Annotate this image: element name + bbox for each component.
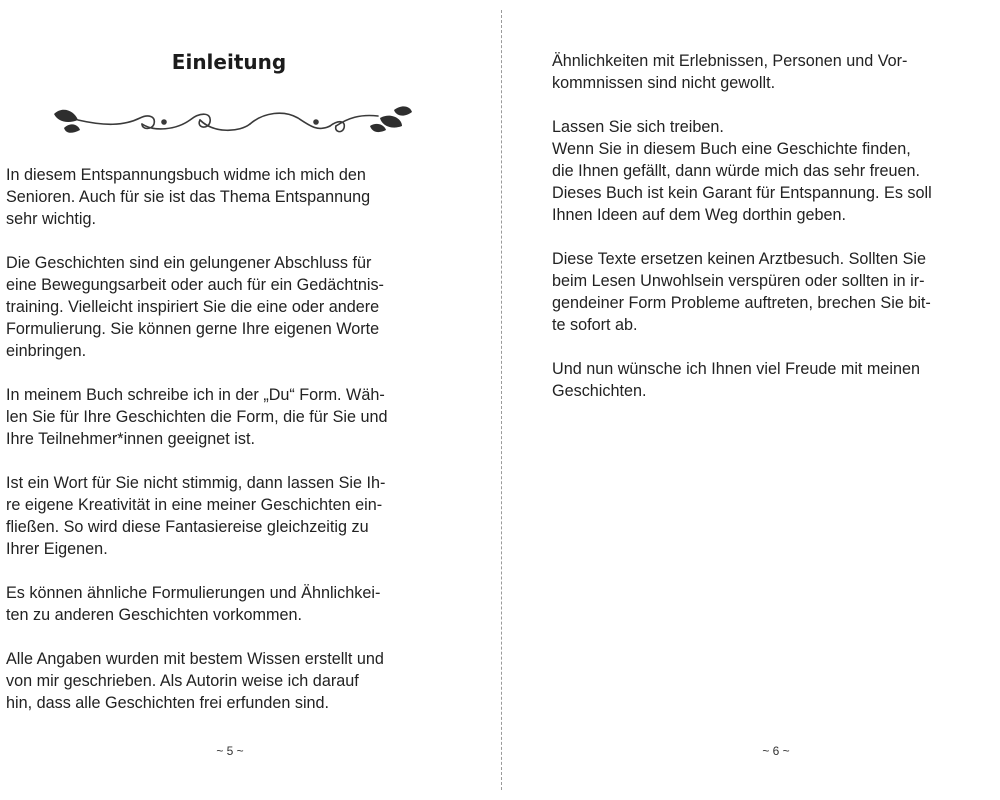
text-line: Ähnlichkeiten mit Erlebnissen, Personen und Vor- (552, 52, 908, 70)
text-line: Ist ein Wort für Sie nicht stimmig, dann lassen Sie Ih- (6, 474, 386, 492)
text-line: Alle Angaben wurden mit bestem Wissen erstellt und (6, 650, 384, 668)
text-line: eine Bewegungsarbeit oder auch für ein Gedächtnis- (6, 276, 384, 294)
text-line: sehr wichtig. (6, 210, 96, 228)
text-line: Diese Texte ersetzen keinen Arztbesuch. Sollten Sie (552, 250, 927, 268)
paragraph (6, 164, 452, 230)
text-line: Ihre Teilnehmer*innen geeignet ist. (6, 430, 255, 448)
text-line: In diesem Entspannungsbuch widme ich mich den (6, 166, 366, 184)
text-line: Wenn Sie in diesem Buch eine Geschichte finden, (552, 140, 911, 158)
text-line: Ihnen Ideen auf dem Weg dorthin geben. (552, 206, 846, 224)
paragraph (6, 252, 452, 362)
page-number: ~ 5 ~ (216, 744, 244, 758)
text-line: kommnissen sind nicht gewollt. (552, 74, 776, 92)
text-line: Und nun wünsche ich Ihnen viel Freude mit meinen (552, 360, 921, 378)
right-page (502, 0, 1000, 800)
paragraph (6, 472, 452, 560)
paragraph (552, 248, 998, 336)
page-number: ~ 6 ~ (762, 744, 790, 758)
text-line: die Ihnen gefällt, dann würde mich das sehr freuen. (552, 162, 921, 180)
text-line: Geschichten. (552, 382, 647, 400)
text-line: ten zu anderen Geschichten vorkommen. (6, 606, 303, 624)
chapter-heading: Einleitung (171, 50, 287, 74)
paragraph (552, 116, 998, 226)
paragraph (6, 582, 452, 626)
paragraph (552, 358, 998, 402)
text-line: Senioren. Auch für sie ist das Thema Entspannung (6, 188, 371, 206)
text-line: In meinem Buch schreibe ich in der „Du“ Form. Wäh- (6, 386, 385, 404)
text-line: beim Lesen Unwohlsein verspüren oder sollten in ir- (552, 272, 925, 290)
text-line: Formulierung. Sie können gerne Ihre eigenen Worte (6, 320, 380, 338)
text-line: Lassen Sie sich treiben. (552, 118, 724, 136)
text-line: von mir geschrieben. Als Autorin weise ich darauf (6, 672, 359, 690)
text-line: fließen. So wird diese Fantasiereise gleichzeitig zu (6, 518, 369, 536)
text-line: re eigene Kreativität in eine meiner Geschichten ein- (6, 496, 383, 514)
text-line: Es können ähnliche Formulierungen und Ähnlichkei- (6, 584, 381, 602)
right-page-body (552, 50, 998, 424)
text-line: hin, dass alle Geschichten frei erfunden sind. (6, 694, 330, 712)
text-line: gendeiner Form Probleme auftreten, brechen Sie bit- (552, 294, 931, 312)
text-line: len Sie für Ihre Geschichten die Form, die für Sie und (6, 408, 388, 426)
text-line: Ihrer Eigenen. (6, 540, 108, 558)
text-line: einbringen. (6, 342, 87, 360)
floral-vine-divider-icon (44, 96, 414, 140)
text-line: Die Geschichten sind ein gelungener Abschluss für (6, 254, 372, 272)
paragraph (6, 648, 452, 714)
text-line: te sofort ab. (552, 316, 638, 334)
paragraph (552, 50, 998, 94)
text-line: training. Vielleicht inspiriert Sie die eine oder andere (6, 298, 380, 316)
text-line: Dieses Buch ist kein Garant für Entspannung. Es soll (552, 184, 932, 202)
paragraph (6, 384, 452, 450)
left-page-body (6, 164, 452, 736)
